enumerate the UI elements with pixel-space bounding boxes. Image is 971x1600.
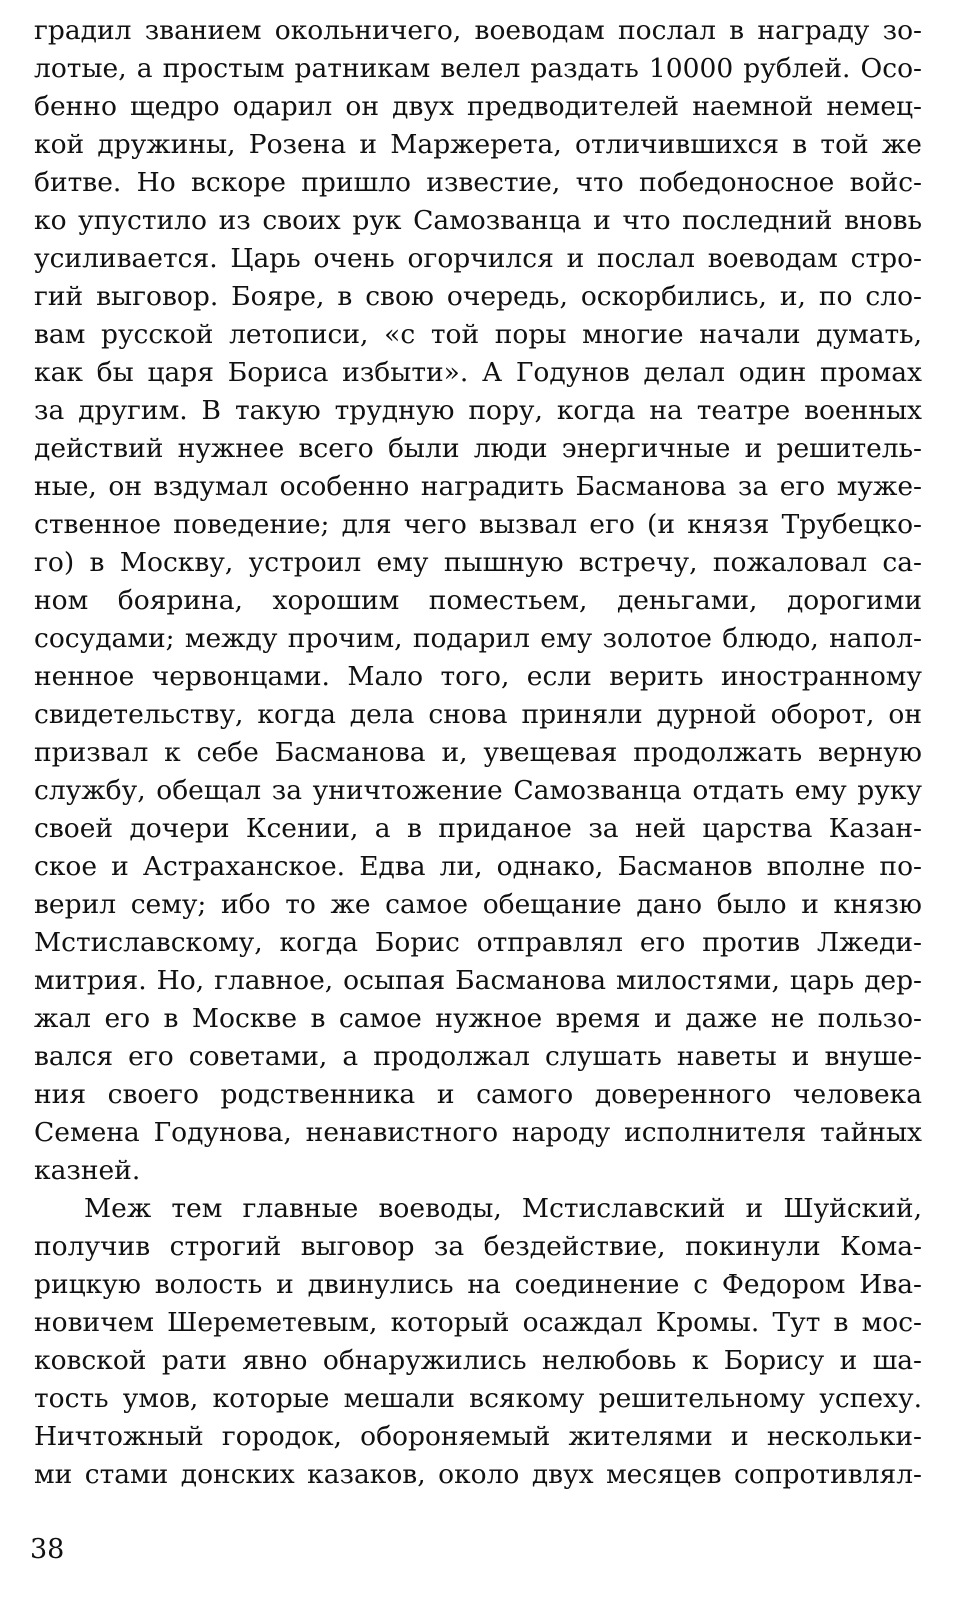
text-line: ское и Астраханское. Едва ли, однако, Басманов вполне по- — [34, 851, 922, 882]
text-line: митрия. Но, главное, осыпая Басманова милостями, царь дер- — [34, 965, 922, 996]
text-line: Семена Годунова, ненавистного народу исполнителя тайных — [34, 1117, 922, 1148]
paragraph — [34, 1190, 922, 1494]
text-line: верил сему; ибо то же самое обещание дано было и князю — [34, 889, 922, 920]
text-line: сосудами; между прочим, подарил ему золотое блюдо, напол- — [34, 623, 922, 654]
text-line: ном боярина, хорошим поместьем, деньгами, дорогими — [34, 585, 922, 616]
text-line: службу, обещал за уничтожение Самозванца отдать ему руку — [34, 775, 922, 806]
text-line: ные, он вздумал особенно наградить Басманова за его муже- — [34, 471, 922, 502]
paragraph — [34, 12, 922, 1190]
text-line: рицкую волость и двинулись на соединение с Федором Ива- — [34, 1269, 922, 1300]
text-line: ко упустило из своих рук Самозванца и что последний вновь — [34, 205, 922, 236]
text-line: своей дочери Ксении, а в приданое за ней царства Казан- — [34, 813, 922, 844]
body-text — [34, 12, 922, 1494]
text-line: градил званием окольничего, воеводам послал в награду зо- — [34, 15, 922, 46]
text-line: ственное поведение; для чего вызвал его (и князя Трубецко- — [34, 509, 922, 540]
text-line: Мстиславскому, когда Борис отправлял его против Лжеди- — [34, 927, 922, 958]
text-line: новичем Шереметевым, который осаждал Кромы. Тут в мос- — [34, 1307, 922, 1338]
text-line: за другим. В такую трудную пору, когда на театре военных — [34, 395, 922, 426]
text-line: Меж тем главные воеводы, Мстиславский и Шуйский, — [84, 1193, 922, 1224]
text-line: казней. — [34, 1155, 141, 1186]
text-line: ния своего родственника и самого доверенного человека — [34, 1079, 922, 1110]
text-line: свидетельству, когда дела снова приняли дурной оборот, он — [34, 699, 922, 730]
text-line: кой дружины, Розена и Маржерета, отличившихся в той же — [34, 129, 922, 160]
text-line: вам русской летописи, «с той поры многие начали думать, — [34, 319, 922, 350]
text-line: ненное червонцами. Мало того, если верить иностранному — [34, 661, 922, 692]
text-line: получив строгий выговор за бездействие, покинули Кома- — [34, 1231, 922, 1262]
text-line: Ничтожный городок, обороняемый жителями и нескольки- — [34, 1421, 922, 1452]
text-line: ми стами донских казаков, около двух месяцев сопротивлял- — [34, 1459, 922, 1490]
text-line: призвал к себе Басманова и, увещевая продолжать верную — [34, 737, 922, 768]
text-line: бенно щедро одарил он двух предводителей наемной немец- — [34, 91, 922, 122]
text-line: жал его в Москве в самое нужное время и даже не пользо- — [34, 1003, 922, 1034]
text-line: действий нужнее всего были люди энергичные и решитель- — [34, 433, 922, 464]
text-line: битве. Но вскоре пришло известие, что победоносное войс- — [34, 167, 922, 198]
text-line: как бы царя Бориса избыти». А Годунов делал один промах — [34, 357, 922, 388]
text-line: вался его советами, а продолжал слушать наветы и внуше- — [34, 1041, 922, 1072]
text-line: лотые, а простым ратникам велел раздать 10000 рублей. Осо- — [34, 53, 922, 84]
text-line: гий выговор. Бояре, в свою очередь, оскорбились, и, по сло- — [34, 281, 922, 312]
page-number: 38 — [30, 1534, 65, 1565]
text-line: тость умов, которые мешали всякому решительному успеху. — [34, 1383, 922, 1414]
text-line: ковской рати явно обнаружились нелюбовь к Борису и ша- — [34, 1345, 922, 1376]
text-line: усиливается. Царь очень огорчился и послал воеводам стро- — [34, 243, 922, 274]
text-line: го) в Москву, устроил ему пышную встречу, пожаловал са- — [34, 547, 922, 578]
